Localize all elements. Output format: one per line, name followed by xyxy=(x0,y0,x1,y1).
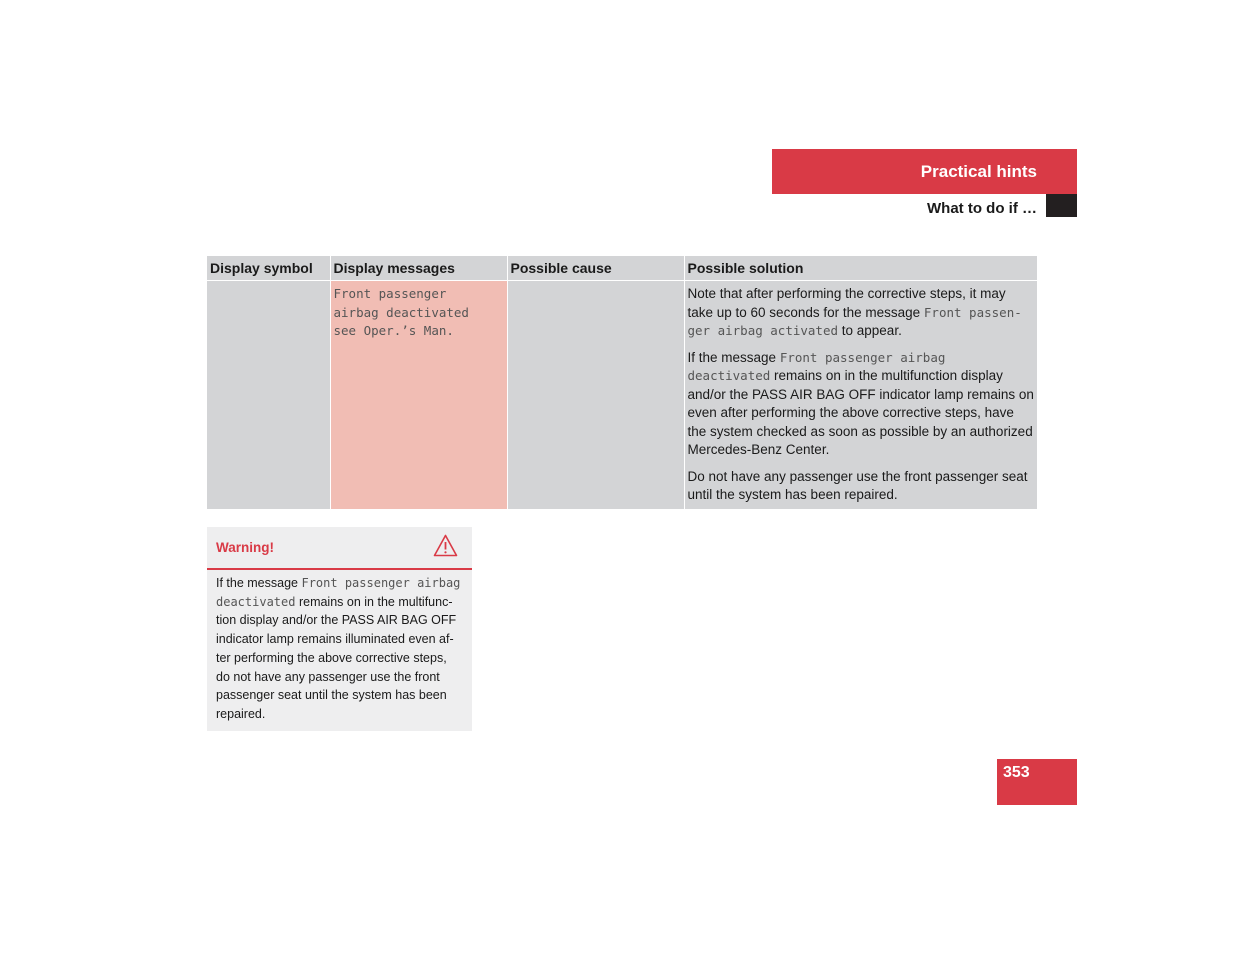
solution-paragraph-3: Do not have any passenger use the front passenger seat until the system has been repaired. xyxy=(687,468,1028,502)
warning-text-part: If the message xyxy=(216,576,302,590)
solution-text: to appear. xyxy=(838,323,902,338)
cell-possible-solution xyxy=(684,281,1037,509)
warning-text xyxy=(207,570,472,724)
table-header-row xyxy=(207,256,1037,281)
cell-display-message xyxy=(330,281,507,509)
solution-message-code: Front passenger airbag deactivated xyxy=(687,349,946,383)
column-header-display-messages: Display messages xyxy=(330,256,507,281)
warning-box xyxy=(207,527,472,731)
solution-paragraph-1 xyxy=(688,285,1035,341)
column-header-possible-cause: Possible cause xyxy=(507,256,684,281)
thumb-tab-marker xyxy=(1046,194,1077,217)
solution-text: remains on in the multifunction display and/or the PASS AIR BAG OFF indicator lamp remains on even after performing the above corrective steps, have the system checked as soon as possible by an authorized Mercedes-Benz Center. xyxy=(687,368,1034,457)
section-title-bar xyxy=(772,149,1077,194)
table-row xyxy=(207,281,1037,509)
message-line: see Oper.’s Man. xyxy=(333,323,454,338)
solution-message-code: Front passen-ger airbag activated xyxy=(687,304,1022,338)
column-header-display-symbol: Display symbol xyxy=(207,256,330,281)
warning-title: Warning! xyxy=(216,540,274,555)
display-messages-table xyxy=(207,256,1037,509)
warning-triangle-icon xyxy=(433,534,458,562)
solution-paragraph-2 xyxy=(688,349,1035,460)
message-line: Front passenger xyxy=(333,286,447,301)
cell-possible-cause xyxy=(507,281,684,509)
warning-text-part: remains on in the multifunc-tion display and/or the PASS AIR BAG OFF indicator lamp remains illuminated even af-ter performing the above corrective steps, do not have any passenger use the front passenger seat until the system has been repaired. xyxy=(216,594,457,721)
warning-message-code: Front passenger airbag deactivated xyxy=(216,576,461,609)
solution-text: Note that after performing the corrective steps, it may take up to 60 seconds for the message xyxy=(687,286,1006,320)
subsection-title: What to do if … xyxy=(927,199,1037,217)
column-header-possible-solution: Possible solution xyxy=(684,256,1037,281)
message-line: airbag deactivated xyxy=(333,304,469,320)
section-title: Practical hints xyxy=(920,161,1037,181)
page-number: 353 xyxy=(997,759,1077,805)
solution-text: If the message xyxy=(687,349,780,365)
cell-display-symbol xyxy=(207,281,330,509)
warning-header xyxy=(207,527,472,570)
